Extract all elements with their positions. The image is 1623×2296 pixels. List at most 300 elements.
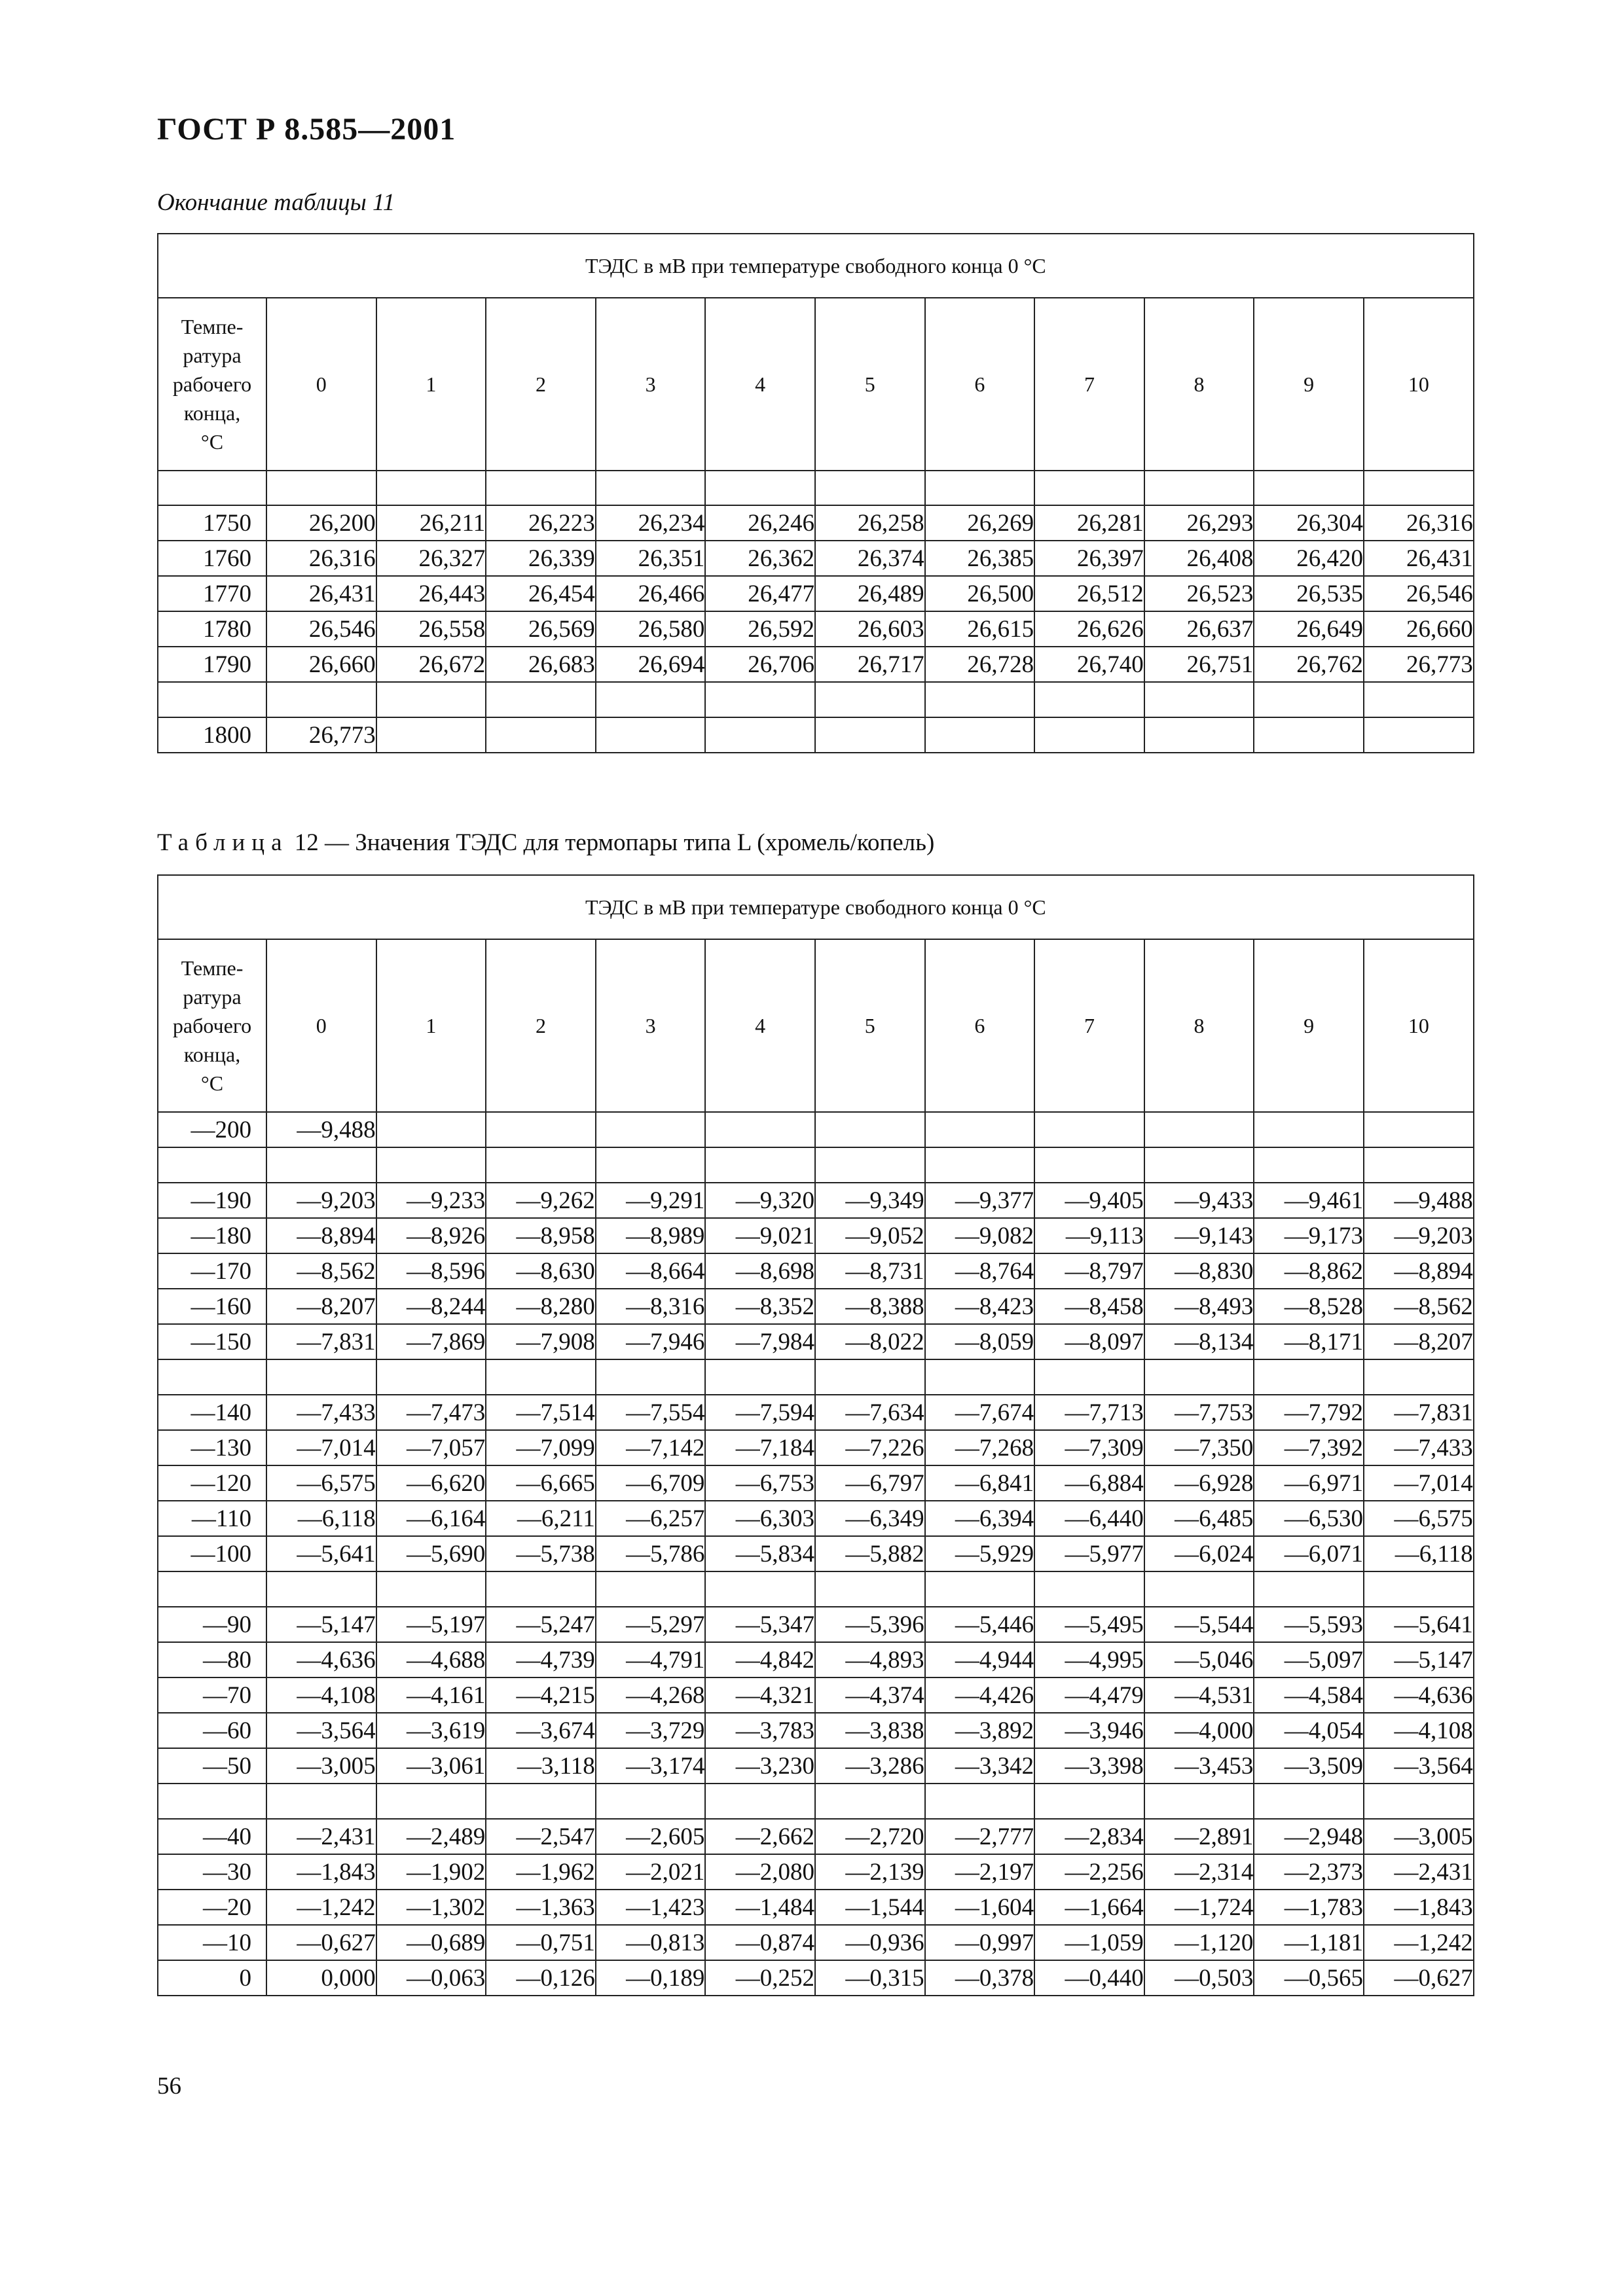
tedc-value-cell: —4,000 [1144,1713,1254,1748]
table-row [158,1324,1474,1359]
table-11-body [158,471,1474,753]
tedc-value-cell: —8,989 [596,1218,706,1253]
tedc-value-cell: —6,665 [486,1465,596,1501]
tedc-value-cell: —0,440 [1034,1960,1144,1996]
empty-cell [158,682,266,717]
column-header: 5 [815,298,925,471]
tedc-value-cell: —5,786 [596,1536,706,1571]
temperature-cell: —60 [158,1713,266,1748]
tedc-value-cell: —2,431 [1364,1854,1474,1890]
empty-cell [1364,682,1474,717]
tedc-value-cell: —9,143 [1144,1218,1254,1253]
tedc-value-cell: 26,773 [266,717,376,753]
temperature-cell: —150 [158,1324,266,1359]
tedc-value-cell: —4,584 [1254,1677,1364,1713]
tedc-value-cell: —1,363 [486,1890,596,1925]
tedc-value-cell: 26,592 [705,611,815,647]
tedc-value-cell: —6,211 [486,1501,596,1536]
tedc-value-cell [1254,717,1364,753]
table-12-header [158,875,1474,1112]
tedc-value-cell: 26,304 [1254,505,1364,541]
tedc-value-cell: —8,894 [1364,1253,1474,1289]
tedc-value-cell: —3,946 [1034,1713,1144,1748]
tedc-value-cell: —8,562 [266,1253,376,1289]
gap-row [158,1784,1474,1819]
tedc-value-cell: —8,423 [925,1289,1035,1324]
tedc-value-cell: 26,762 [1254,647,1364,682]
tedc-value-cell: —0,874 [705,1925,815,1960]
table-12-title: ТЭДС в мВ при температуре свободного конца 0 °С [158,875,1474,939]
tedc-value-cell: —9,461 [1254,1183,1364,1218]
empty-cell [596,471,706,505]
tedc-value-cell: —2,777 [925,1819,1035,1854]
table-12-caption [157,829,934,857]
tedc-value-cell: —1,902 [376,1854,486,1890]
tedc-value-cell: 26,569 [486,611,596,647]
temperature-cell: 0 [158,1960,266,1996]
table-row [158,1536,1474,1571]
column-header: 8 [1144,298,1254,471]
empty-cell [1254,1147,1364,1183]
tedc-value-cell: —2,834 [1034,1819,1144,1854]
tedc-value-cell: —2,021 [596,1854,706,1890]
empty-cell [925,682,1035,717]
tedc-value-cell: —7,908 [486,1324,596,1359]
tedc-value-cell: —7,984 [705,1324,815,1359]
empty-cell [1034,1784,1144,1819]
tedc-value-cell [376,1112,486,1147]
row-header-line: рабочего [172,1014,252,1037]
column-header: 4 [705,298,815,471]
tedc-value-cell: —2,314 [1144,1854,1254,1890]
tedc-value-cell: —4,215 [486,1677,596,1713]
tedc-value-cell: —0,997 [925,1925,1035,1960]
tedc-value-cell: —8,958 [486,1218,596,1253]
tedc-value-cell: 26,706 [705,647,815,682]
tedc-value-cell: —2,373 [1254,1854,1364,1890]
caption-text: 12 — Значения ТЭДС для термопары типа L (хромель/копель) [288,829,935,856]
tedc-value-cell: —1,843 [1364,1890,1474,1925]
table-row [158,1607,1474,1642]
tedc-value-cell: —6,884 [1034,1465,1144,1501]
tedc-value-cell: —8,280 [486,1289,596,1324]
tedc-value-cell: —5,641 [266,1536,376,1571]
tedc-value-cell: —8,764 [925,1253,1035,1289]
empty-cell [486,471,596,505]
tedc-value-cell [925,1112,1035,1147]
tedc-value-cell: —1,783 [1254,1890,1364,1925]
empty-cell [266,471,376,505]
tedc-value-cell: —6,797 [815,1465,925,1501]
empty-cell [925,471,1035,505]
tedc-value-cell: 26,773 [1364,647,1474,682]
tedc-value-cell: 26,374 [815,541,925,576]
tedc-value-cell: —4,944 [925,1642,1035,1677]
tedc-value-cell: 26,637 [1144,611,1254,647]
tedc-value-cell: —8,894 [266,1218,376,1253]
table-row [158,1112,1474,1147]
empty-cell [376,682,486,717]
tedc-value-cell: 26,615 [925,611,1035,647]
temperature-cell: —100 [158,1536,266,1571]
row-header-line: °С [200,430,224,454]
tedc-value-cell: —7,554 [596,1395,706,1430]
row-header-line: ратура [183,985,242,1009]
tedc-value-cell: 26,258 [815,505,925,541]
tedc-value-cell: —5,147 [266,1607,376,1642]
tedc-value-cell: —5,593 [1254,1607,1364,1642]
tedc-value-cell: —6,841 [925,1465,1035,1501]
tedc-value-cell [376,717,486,753]
empty-cell [376,1147,486,1183]
tedc-value-cell: —8,134 [1144,1324,1254,1359]
tedc-value-cell: —7,433 [1364,1430,1474,1465]
tedc-value-cell: —3,564 [1364,1748,1474,1784]
table-11-title: ТЭДС в мВ при температуре свободного конца 0 °С [158,234,1474,298]
tedc-value-cell: —2,139 [815,1854,925,1890]
temperature-cell: —20 [158,1890,266,1925]
tedc-value-cell: —8,207 [1364,1324,1474,1359]
table-row [158,1748,1474,1784]
tedc-value-cell: 26,397 [1034,541,1144,576]
table-11-header [158,234,1474,471]
tedc-value-cell: —6,303 [705,1501,815,1536]
empty-cell [1144,1784,1254,1819]
tedc-value-cell: —5,247 [486,1607,596,1642]
empty-cell [596,1571,706,1607]
tedc-value-cell: —5,738 [486,1536,596,1571]
tedc-value-cell: —6,620 [376,1465,486,1501]
column-header: 8 [1144,939,1254,1112]
tedc-value-cell: —2,948 [1254,1819,1364,1854]
empty-cell [486,1359,596,1395]
tedc-value-cell: —9,021 [705,1218,815,1253]
tedc-value-cell: —6,349 [815,1501,925,1536]
tedc-value-cell: —3,674 [486,1713,596,1748]
tedc-value-cell: 26,512 [1034,576,1144,611]
tedc-value-cell: —4,108 [266,1677,376,1713]
tedc-value-cell [596,1112,706,1147]
tedc-value-cell: —4,268 [596,1677,706,1713]
empty-cell [266,1784,376,1819]
tedc-value-cell: —6,575 [266,1465,376,1501]
temperature-cell: 1780 [158,611,266,647]
temperature-cell: —140 [158,1395,266,1430]
column-header: 9 [1254,298,1364,471]
tedc-value-cell: —7,831 [1364,1395,1474,1430]
tedc-value-cell: —8,528 [1254,1289,1364,1324]
tedc-value-cell: —8,244 [376,1289,486,1324]
tedc-value-cell: —4,688 [376,1642,486,1677]
tedc-value-cell: 26,546 [266,611,376,647]
tedc-value-cell: —0,503 [1144,1960,1254,1996]
tedc-value-cell: —5,882 [815,1536,925,1571]
tedc-value-cell [1034,1112,1144,1147]
tedc-value-cell: —5,641 [1364,1607,1474,1642]
tedc-value-cell: —3,453 [1144,1748,1254,1784]
tedc-value-cell: —2,662 [705,1819,815,1854]
tedc-value-cell: —7,674 [925,1395,1035,1430]
tedc-value-cell: 26,385 [925,541,1035,576]
empty-cell [815,1571,925,1607]
empty-cell [266,682,376,717]
temperature-cell: 1750 [158,505,266,541]
row-header-line: ратура [183,344,242,367]
tedc-value-cell: —0,252 [705,1960,815,1996]
empty-cell [486,1571,596,1607]
row-header-line: Темпе- [181,315,244,338]
table-row [158,717,1474,753]
tedc-value-cell: —7,594 [705,1395,815,1430]
tedc-value-cell: —8,207 [266,1289,376,1324]
empty-cell [705,1359,815,1395]
table-row [158,1819,1474,1854]
tedc-value-cell: —8,388 [815,1289,925,1324]
table-row [158,1501,1474,1536]
tedc-value-cell: —8,664 [596,1253,706,1289]
empty-cell [815,471,925,505]
tedc-value-cell: —3,061 [376,1748,486,1784]
empty-cell [158,1571,266,1607]
tedc-value-cell: —3,509 [1254,1748,1364,1784]
table-row [158,1253,1474,1289]
tedc-value-cell: 26,200 [266,505,376,541]
tedc-value-cell [705,1112,815,1147]
empty-cell [705,682,815,717]
tedc-value-cell: —4,426 [925,1677,1035,1713]
tedc-value-cell: —5,097 [1254,1642,1364,1677]
tedc-value-cell: 26,751 [1144,647,1254,682]
tedc-value-cell: 26,454 [486,576,596,611]
tedc-value-cell: —5,347 [705,1607,815,1642]
tedc-value-cell: —6,971 [1254,1465,1364,1501]
tedc-value-cell: —8,596 [376,1253,486,1289]
tedc-value-cell: —3,838 [815,1713,925,1748]
column-header: 7 [1034,298,1144,471]
tedc-value-cell: —8,731 [815,1253,925,1289]
tedc-value-cell: —4,531 [1144,1677,1254,1713]
tedc-value-cell: —4,108 [1364,1713,1474,1748]
tedc-value-cell: —4,791 [596,1642,706,1677]
tedc-value-cell: —7,473 [376,1395,486,1430]
tedc-value-cell: 26,420 [1254,541,1364,576]
tedc-value-cell: —3,174 [596,1748,706,1784]
empty-cell [925,1359,1035,1395]
empty-cell [815,1359,925,1395]
tedc-value-cell: —0,936 [815,1925,925,1960]
empty-cell [1364,1571,1474,1607]
tedc-value-cell [925,717,1035,753]
table-12-body [158,1112,1474,1996]
tedc-value-cell: —3,619 [376,1713,486,1748]
tedc-value-cell: —2,605 [596,1819,706,1854]
tedc-value-cell: —0,126 [486,1960,596,1996]
column-header: 7 [1034,939,1144,1112]
temperature-cell: —80 [158,1642,266,1677]
tedc-value-cell: —0,813 [596,1925,706,1960]
empty-cell [1144,1571,1254,1607]
temperature-cell: —40 [158,1819,266,1854]
empty-cell [815,1147,925,1183]
empty-cell [596,1147,706,1183]
tedc-value-cell: —8,562 [1364,1289,1474,1324]
tedc-value-cell: 26,316 [1364,505,1474,541]
empty-cell [158,1784,266,1819]
empty-cell [1144,1359,1254,1395]
tedc-value-cell: —3,564 [266,1713,376,1748]
column-header: 3 [596,939,706,1112]
tedc-value-cell: 26,431 [1364,541,1474,576]
gap-row [158,682,1474,717]
tedc-value-cell: —3,783 [705,1713,815,1748]
tedc-value-cell: —8,352 [705,1289,815,1324]
empty-cell [1144,682,1254,717]
tedc-value-cell: 26,740 [1034,647,1144,682]
empty-cell [1034,1571,1144,1607]
tedc-value-cell: —1,423 [596,1890,706,1925]
tedc-value-cell: —9,349 [815,1183,925,1218]
tedc-value-cell: —0,627 [1364,1960,1474,1996]
tedc-value-cell: —6,118 [266,1501,376,1536]
tedc-value-cell: —1,242 [1364,1925,1474,1960]
tedc-value-cell [596,717,706,753]
empty-cell [266,1147,376,1183]
tedc-value-cell: —9,262 [486,1183,596,1218]
tedc-value-cell [1034,717,1144,753]
tedc-value-cell: 26,408 [1144,541,1254,576]
tedc-value-cell: 26,546 [1364,576,1474,611]
tedc-value-cell: —1,059 [1034,1925,1144,1960]
tedc-value-cell: —7,433 [266,1395,376,1430]
table-11-column-headers [158,298,1474,471]
tedc-value-cell: 26,362 [705,541,815,576]
tedc-value-cell: —6,118 [1364,1536,1474,1571]
tedc-value-cell: —8,097 [1034,1324,1144,1359]
column-header: 5 [815,939,925,1112]
empty-cell [1364,471,1474,505]
column-header: 10 [1364,939,1474,1112]
tedc-value-cell: 26,603 [815,611,925,647]
tedc-value-cell: —8,059 [925,1324,1035,1359]
tedc-value-cell: —9,113 [1034,1218,1144,1253]
tedc-value-cell: —3,005 [266,1748,376,1784]
tedc-value-cell: 26,223 [486,505,596,541]
tedc-value-cell: —5,977 [1034,1536,1144,1571]
temperature-cell: 1800 [158,717,266,753]
tedc-value-cell: —6,440 [1034,1501,1144,1536]
empty-cell [1034,471,1144,505]
tedc-value-cell: 26,717 [815,647,925,682]
tedc-value-cell: —0,627 [266,1925,376,1960]
table-row [158,1395,1474,1430]
table-11 [157,233,1474,753]
table-11-caption: Окончание таблицы 11 [157,189,395,216]
tedc-value-cell: —3,398 [1034,1748,1144,1784]
empty-cell [486,1784,596,1819]
tedc-value-cell [815,1112,925,1147]
tedc-value-cell: —6,257 [596,1501,706,1536]
spacer-row [158,471,1474,505]
empty-cell [1144,1147,1254,1183]
column-header: 6 [925,939,1035,1112]
temperature-cell: —70 [158,1677,266,1713]
tedc-value-cell: 26,327 [376,541,486,576]
empty-cell [1364,1784,1474,1819]
tedc-value-cell: —4,636 [266,1642,376,1677]
tedc-value-cell: —4,161 [376,1677,486,1713]
tedc-value-cell: —1,604 [925,1890,1035,1925]
tedc-value-cell: —3,230 [705,1748,815,1784]
tedc-value-cell: —3,005 [1364,1819,1474,1854]
temperature-cell: —170 [158,1253,266,1289]
table-row [158,1642,1474,1677]
table-row [158,505,1474,541]
table-row [158,1289,1474,1324]
column-header: 3 [596,298,706,471]
tedc-value-cell: —4,636 [1364,1677,1474,1713]
empty-cell [486,682,596,717]
tedc-value-cell [1144,1112,1254,1147]
temperature-cell: —190 [158,1183,266,1218]
empty-cell [596,1784,706,1819]
page-number: 56 [157,2073,181,2100]
empty-cell [376,471,486,505]
tedc-value-cell: —7,268 [925,1430,1035,1465]
tedc-value-cell: —8,316 [596,1289,706,1324]
tedc-value-cell: —0,565 [1254,1960,1364,1996]
gap-row [158,1571,1474,1607]
tedc-value-cell: —0,378 [925,1960,1035,1996]
tedc-value-cell: —2,547 [486,1819,596,1854]
empty-cell [1254,1359,1364,1395]
tedc-value-cell: —7,099 [486,1430,596,1465]
column-header: 0 [266,298,376,471]
column-header: 2 [486,298,596,471]
row-header-temperature [158,298,266,471]
tedc-value-cell: 26,672 [376,647,486,682]
row-header-line: конца, [183,401,241,425]
tedc-value-cell: 26,339 [486,541,596,576]
tedc-value-cell: —1,181 [1254,1925,1364,1960]
tedc-value-cell: —7,514 [486,1395,596,1430]
tedc-value-cell: —5,495 [1034,1607,1144,1642]
tedc-value-cell: —7,946 [596,1324,706,1359]
tedc-value-cell: —7,014 [266,1430,376,1465]
tedc-value-cell: —4,995 [1034,1642,1144,1677]
tedc-value-cell: —2,720 [815,1819,925,1854]
caption-label: Таблица [157,829,289,856]
tedc-value-cell: —3,286 [815,1748,925,1784]
tedc-value-cell: 26,649 [1254,611,1364,647]
row-header-line: Темпе- [181,956,244,980]
tedc-value-cell: —9,291 [596,1183,706,1218]
temperature-cell: —120 [158,1465,266,1501]
tedc-value-cell: —9,203 [266,1183,376,1218]
tedc-value-cell: —8,862 [1254,1253,1364,1289]
empty-cell [376,1359,486,1395]
tedc-value-cell: —7,142 [596,1430,706,1465]
tedc-value-cell: —6,164 [376,1501,486,1536]
empty-cell [705,471,815,505]
temperature-cell: 1760 [158,541,266,576]
tedc-value-cell: —5,544 [1144,1607,1254,1642]
temperature-cell: 1770 [158,576,266,611]
tedc-value-cell: —9,433 [1144,1183,1254,1218]
tedc-value-cell: 26,694 [596,647,706,682]
tedc-value-cell: 26,580 [596,611,706,647]
column-header: 1 [376,298,486,471]
tedc-value-cell: —1,242 [266,1890,376,1925]
